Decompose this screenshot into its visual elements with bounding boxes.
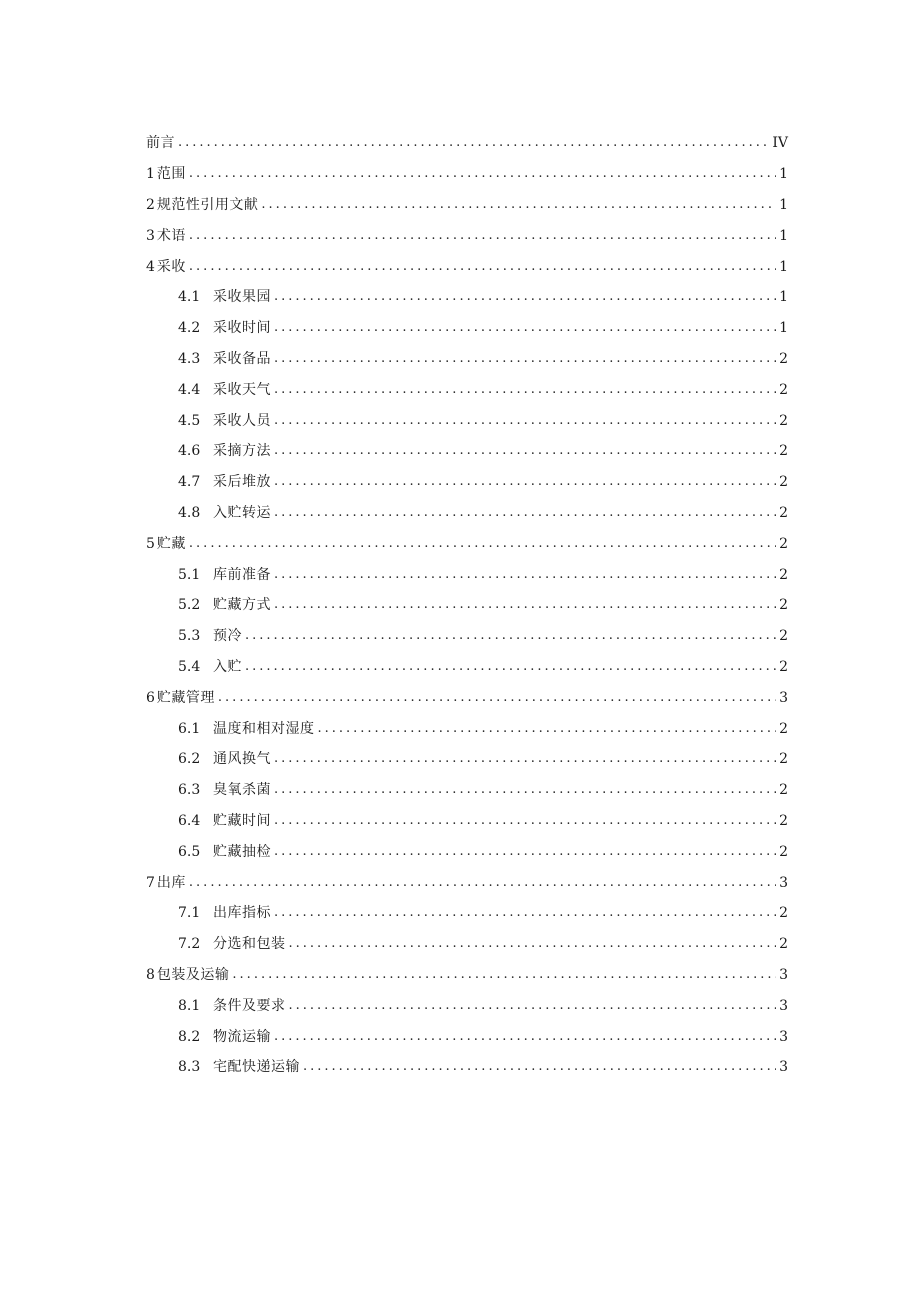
toc-chapter-entry[interactable] [146,190,788,221]
toc-dot-leader [289,998,777,1014]
toc-entry-title: 库前准备 [213,566,271,583]
toc-section-entry[interactable] [146,1021,788,1052]
toc-entry-number: 8 [146,966,155,983]
toc-page-number: 2 [779,474,788,491]
toc-entry-title: 出库 [156,874,186,891]
toc-section-entry[interactable] [146,467,788,498]
toc-entry-title: 温度和相对湿度 [213,720,315,737]
toc-entry-title: 采收天气 [213,381,271,398]
toc-chapter-entry[interactable] [146,159,788,190]
toc-entry-title: 贮藏管理 [156,689,215,706]
toc-dot-leader [274,320,776,336]
toc-entry-number: 5.3 [178,628,201,645]
toc-dot-leader [274,844,776,860]
toc-section-entry[interactable] [146,836,788,867]
toc-chapter-entry[interactable] [146,220,788,251]
toc-dot-leader [189,259,776,275]
toc-section-entry[interactable] [146,282,788,313]
toc-entry-title: 贮藏方式 [213,597,271,614]
toc-dot-leader [274,443,776,459]
toc-dot-leader [274,905,776,921]
toc-page-number: 2 [779,350,788,367]
toc-entry-title: 采摘方法 [213,443,271,460]
toc-entry-title: 采后堆放 [213,474,271,491]
toc-entry-number: 5.4 [178,658,201,675]
toc-entry-title: 采收时间 [213,320,271,337]
toc-page-number: 2 [779,412,788,429]
toc-entry-number: 4.7 [178,474,201,491]
toc-page-number: 2 [779,843,788,860]
toc-page-number: 2 [779,597,788,614]
toc-entry-number: 5 [146,535,155,552]
toc-page-number: 1 [779,227,788,244]
toc-dot-leader [274,351,776,367]
toc-entry-number: 4.5 [178,412,201,429]
toc-page-number: 3 [779,966,788,983]
toc-page-number: 3 [779,997,788,1014]
toc-section-entry[interactable] [146,990,788,1021]
toc-dot-leader [189,536,776,552]
toc-entry-title: 采收人员 [213,412,271,429]
toc-entry-number: 7 [146,874,155,891]
toc-entry-title: 分选和包装 [213,936,286,953]
toc-section-entry[interactable] [146,313,788,344]
toc-page-number: 2 [779,443,788,460]
toc-entry-number: 1 [146,166,155,183]
toc-entry-number: 4.6 [178,443,201,460]
toc-dot-leader [245,628,776,644]
toc-entry-number: 7.2 [178,936,201,953]
toc-dot-leader [274,474,776,490]
toc-entry-title: 贮藏抽检 [213,843,271,860]
toc-page-number: 2 [779,936,788,953]
toc-dot-leader [274,567,776,583]
toc-page-number: 2 [779,381,788,398]
toc-page-number: 3 [779,1028,788,1045]
toc-entry-title: 采收备品 [213,350,271,367]
toc-page-number: 2 [779,751,788,768]
toc-chapter-entry[interactable] [146,960,788,991]
toc-dot-leader [289,936,777,952]
toc-entry-number: 6.1 [178,720,201,737]
toc-entry-number: 8.1 [178,997,201,1014]
toc-dot-leader [318,721,777,737]
toc-entry-title: 采收 [156,258,186,275]
toc-section-entry[interactable] [146,621,788,652]
toc-page-number: 1 [779,320,788,337]
toc-entry-number: 5.2 [178,597,201,614]
toc-chapter-entry[interactable] [146,682,788,713]
toc-dot-leader [189,166,776,182]
toc-entry-number: 6.5 [178,843,201,860]
toc-section-entry[interactable] [146,405,788,436]
toc-dot-leader [189,228,776,244]
toc-section-entry[interactable] [146,929,788,960]
toc-section-entry[interactable] [146,590,788,621]
toc-dot-leader [245,659,776,675]
toc-chapter-entry[interactable] [146,251,788,282]
toc-entry-title: 规范性引用文献 [156,196,259,213]
toc-section-entry[interactable] [146,559,788,590]
toc-entry-title: 范围 [156,166,186,183]
toc-page-number: 2 [779,535,788,552]
toc-entry-number: 4.3 [178,350,201,367]
toc-entry-number: 4.4 [178,381,201,398]
toc-section-entry[interactable] [146,806,788,837]
toc-entry-title: 术语 [156,227,186,244]
toc-dot-leader [178,135,769,151]
toc-page-number: 2 [779,504,788,521]
toc-page-number: 2 [779,782,788,799]
toc-page-number: 3 [779,874,788,891]
toc-entry-number: 4.8 [178,504,201,521]
toc-page-number: 2 [779,566,788,583]
toc-dot-leader [232,967,776,983]
toc-section-entry[interactable] [146,436,788,467]
toc-dot-leader [189,875,776,891]
toc-section-entry[interactable] [146,374,788,405]
toc-section-entry[interactable] [146,1052,788,1083]
toc-section-entry[interactable] [146,652,788,683]
toc-entry-title: 采收果园 [213,289,271,306]
toc-entry-title: 条件及要求 [213,997,286,1014]
toc-page-number: 2 [779,812,788,829]
toc-dot-leader [274,382,776,398]
toc-page-number: 1 [779,289,788,306]
toc-entry-number: 6.2 [178,751,201,768]
toc-entry-number: 8.2 [178,1028,201,1045]
toc-section-entry[interactable] [146,775,788,806]
toc-entry-number: 5.1 [178,566,201,583]
toc-entry-title: 通风换气 [213,751,271,768]
toc-page-number: 2 [779,905,788,922]
toc-entry-title: 出库指标 [213,905,271,922]
toc-dot-leader [274,289,776,305]
toc-dot-leader [261,197,776,213]
toc-dot-leader [303,1059,776,1075]
toc-page-number: 2 [779,720,788,737]
toc-chapter-entry[interactable] [146,867,788,898]
toc-page-number: 3 [779,1059,788,1076]
toc-dot-leader [274,1029,776,1045]
toc-entry-title: 贮藏时间 [213,812,271,829]
toc-page-number: 1 [779,258,788,275]
toc-entry-title: 前言 [146,135,175,152]
toc-page-number: 1 [779,196,788,213]
toc-dot-leader [274,413,776,429]
toc-page-number: 2 [779,628,788,645]
toc-page-number: 3 [779,689,788,706]
toc-section-entry[interactable] [146,898,788,929]
toc-dot-leader [274,751,776,767]
toc-entry-number: 6.3 [178,782,201,799]
toc-entry-title: 入贮转运 [213,504,271,521]
toc-entry-title: 贮藏 [156,535,186,552]
toc-section-entry[interactable] [146,344,788,375]
toc-entry-title: 预冷 [213,628,242,645]
toc-entry-title: 臭氧杀菌 [213,782,271,799]
toc-entry-number: 6 [146,689,155,706]
toc-entry-number: 4.2 [178,320,201,337]
toc-page-number: IV [772,135,788,152]
toc-entry-number: 3 [146,227,155,244]
toc-section-entry[interactable] [146,744,788,775]
toc-section-entry[interactable] [146,713,788,744]
toc-page-number: 1 [779,166,788,183]
toc-chapter-entry[interactable] [146,128,788,159]
toc-entry-number: 7.1 [178,905,201,922]
toc-entry-number: 2 [146,196,155,213]
toc-entry-number: 4.1 [178,289,201,306]
toc-entry-title: 宅配快递运输 [213,1059,300,1076]
toc-entry-number: 6.4 [178,812,201,829]
toc-dot-leader [274,782,776,798]
toc-chapter-entry[interactable] [146,528,788,559]
toc-dot-leader [218,690,776,706]
table-of-contents [146,128,788,1083]
toc-entry-title: 入贮 [213,658,242,675]
toc-entry-title: 物流运输 [213,1028,271,1045]
toc-dot-leader [274,597,776,613]
toc-dot-leader [274,813,776,829]
toc-dot-leader [274,505,776,521]
toc-entry-number: 8.3 [178,1059,201,1076]
toc-section-entry[interactable] [146,498,788,529]
toc-page-number: 2 [779,658,788,675]
toc-entry-number: 4 [146,258,155,275]
toc-entry-title: 包装及运输 [156,966,230,983]
